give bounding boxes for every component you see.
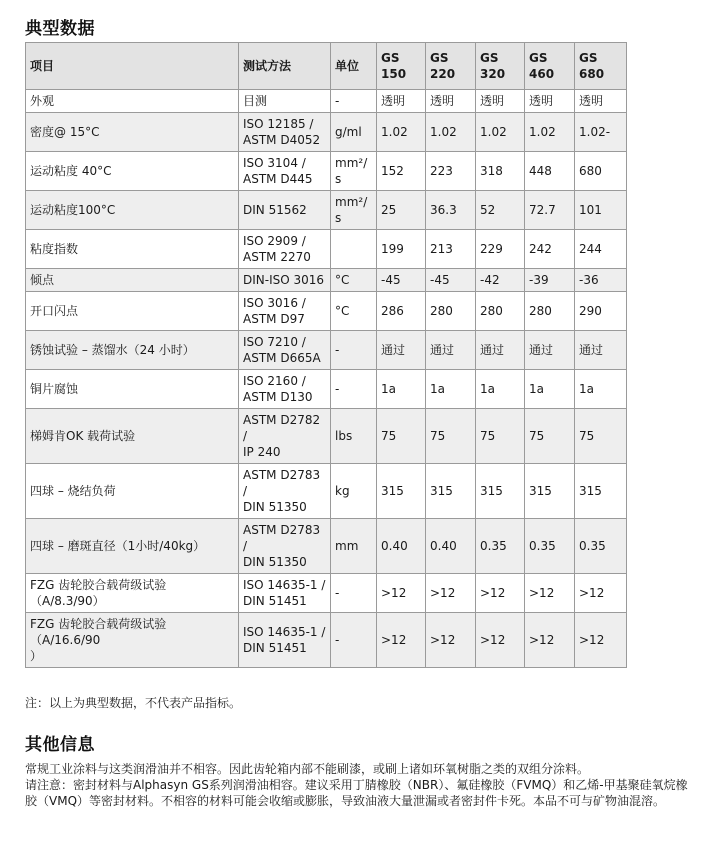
table-row — [26, 613, 627, 668]
table-cell: 0.40 — [377, 519, 426, 574]
column-header: GS 220 — [426, 43, 476, 90]
table-cell: ISO 14635-1 / DIN 51451 — [239, 613, 331, 668]
table-cell: 透明 — [426, 90, 476, 113]
column-header: 单位 — [331, 43, 377, 90]
table-cell: DIN 51562 — [239, 191, 331, 230]
table-row — [26, 292, 627, 331]
table-cell: 1.02 — [476, 113, 525, 152]
table-row — [26, 370, 627, 409]
table-cell: 680 — [575, 152, 627, 191]
table-cell: 1a — [525, 370, 575, 409]
table-cell: 1.02- — [575, 113, 627, 152]
typical-data-table — [25, 42, 627, 668]
table-cell: 75 — [575, 409, 627, 464]
table-cell: 286 — [377, 292, 426, 331]
table-cell: 透明 — [575, 90, 627, 113]
table-cell: 318 — [476, 152, 525, 191]
table-cell: 315 — [426, 464, 476, 519]
table-cell: 1a — [575, 370, 627, 409]
table-row — [26, 230, 627, 269]
table-header — [26, 43, 627, 90]
table-cell: 1.02 — [377, 113, 426, 152]
table-cell: ISO 2909 / ASTM 2270 — [239, 230, 331, 269]
table-cell: -42 — [476, 269, 525, 292]
table-cell: 75 — [377, 409, 426, 464]
column-header: 测试方法 — [239, 43, 331, 90]
table-cell: °C — [331, 269, 377, 292]
table-cell: 242 — [525, 230, 575, 269]
table-cell: kg — [331, 464, 377, 519]
table-cell: 52 — [476, 191, 525, 230]
table-cell: >12 — [377, 574, 426, 613]
table-cell: 290 — [575, 292, 627, 331]
table-cell: °C — [331, 292, 377, 331]
table-row — [26, 191, 627, 230]
table-cell: ISO 7210 / ASTM D665A — [239, 331, 331, 370]
table-row — [26, 464, 627, 519]
column-header: GS 680 — [575, 43, 627, 90]
table-cell: 铜片腐蚀 — [26, 370, 239, 409]
table-cell: 25 — [377, 191, 426, 230]
section-title-typical-data: 典型数据 — [25, 19, 95, 39]
table-cell: 101 — [575, 191, 627, 230]
table-row — [26, 331, 627, 370]
table-cell: 75 — [426, 409, 476, 464]
table-cell: 280 — [525, 292, 575, 331]
table-cell: 244 — [575, 230, 627, 269]
column-header: 项目 — [26, 43, 239, 90]
column-header: GS 150 — [377, 43, 426, 90]
table-cell: - — [331, 331, 377, 370]
table-row — [26, 269, 627, 292]
table-cell: 开口闪点 — [26, 292, 239, 331]
table-cell: >12 — [476, 613, 525, 668]
table-cell: >12 — [575, 574, 627, 613]
table-cell: 229 — [476, 230, 525, 269]
table-cell: >12 — [377, 613, 426, 668]
table-cell: 密度@ 15°C — [26, 113, 239, 152]
table-cell: 448 — [525, 152, 575, 191]
table-cell: - — [331, 574, 377, 613]
table-cell: 280 — [426, 292, 476, 331]
table-cell: ASTM D2783 / DIN 51350 — [239, 519, 331, 574]
table-cell: 315 — [476, 464, 525, 519]
table-row — [26, 113, 627, 152]
table-cell: 锈蚀试验 – 蒸馏水（24 小时） — [26, 331, 239, 370]
table-cell: -36 — [575, 269, 627, 292]
table-cell: 梯姆肯OK 载荷试验 — [26, 409, 239, 464]
table-cell: 运动粘度 40°C — [26, 152, 239, 191]
table-cell: 223 — [426, 152, 476, 191]
table-cell: 199 — [377, 230, 426, 269]
table-cell: 0.35 — [525, 519, 575, 574]
table-cell: g/ml — [331, 113, 377, 152]
table-cell: 72.7 — [525, 191, 575, 230]
table-row — [26, 519, 627, 574]
table-cell: 通过 — [575, 331, 627, 370]
table-cell: - — [331, 613, 377, 668]
table-cell: 280 — [476, 292, 525, 331]
table-cell: FZG 齿轮胶合载荷级试验（A/16.6/90 ） — [26, 613, 239, 668]
table-cell: 透明 — [377, 90, 426, 113]
table-cell: mm²/s — [331, 191, 377, 230]
table-cell: 0.40 — [426, 519, 476, 574]
table-body — [26, 90, 627, 668]
table-cell: 0.35 — [476, 519, 525, 574]
table-cell: 1a — [476, 370, 525, 409]
table-cell: >12 — [575, 613, 627, 668]
table-cell: 1a — [426, 370, 476, 409]
table-cell: ISO 3104 / ASTM D445 — [239, 152, 331, 191]
table-cell — [331, 230, 377, 269]
table-cell: 1a — [377, 370, 426, 409]
table-cell: 75 — [476, 409, 525, 464]
table-cell: ISO 2160 / ASTM D130 — [239, 370, 331, 409]
table-cell: 透明 — [525, 90, 575, 113]
column-header: GS 460 — [525, 43, 575, 90]
table-row — [26, 574, 627, 613]
table-row — [26, 152, 627, 191]
table-cell: 粘度指数 — [26, 230, 239, 269]
table-cell: mm²/s — [331, 152, 377, 191]
table-note: 注：以上为典型数据，不代表产品指标。 — [25, 696, 242, 710]
table-cell: - — [331, 370, 377, 409]
table-cell: 315 — [525, 464, 575, 519]
table-cell: 0.35 — [575, 519, 627, 574]
table-cell: 目测 — [239, 90, 331, 113]
table-row — [26, 90, 627, 113]
table-cell: 通过 — [525, 331, 575, 370]
table-cell: DIN-ISO 3016 — [239, 269, 331, 292]
table-cell: 外观 — [26, 90, 239, 113]
table-cell: >12 — [525, 613, 575, 668]
table-cell: lbs — [331, 409, 377, 464]
table-cell: >12 — [476, 574, 525, 613]
table-cell: 1.02 — [525, 113, 575, 152]
table-row — [26, 409, 627, 464]
section-title-other-info: 其他信息 — [25, 735, 95, 755]
table-cell: 315 — [377, 464, 426, 519]
column-header: GS 320 — [476, 43, 525, 90]
table-cell: 36.3 — [426, 191, 476, 230]
table-cell: 运动粘度100°C — [26, 191, 239, 230]
table-cell: 通过 — [426, 331, 476, 370]
table-cell: >12 — [426, 613, 476, 668]
table-cell: 213 — [426, 230, 476, 269]
table-cell: -45 — [377, 269, 426, 292]
table-cell: >12 — [426, 574, 476, 613]
table-cell: ISO 14635-1 / DIN 51451 — [239, 574, 331, 613]
table-cell: - — [331, 90, 377, 113]
other-info-paragraph: 请注意：密封材料与Alphasyn GS系列润滑油相容。建议采用丁腈橡胶（NBR）、氟硅橡胶（FVMQ）和乙烯-甲基聚硅氧烷橡胶（VMQ）等密封材料。不相容的材料可能会收缩或膨胀，导致油液大量泄漏或者密封件卡死。本品不可与矿物油混溶。 — [25, 778, 688, 808]
table-cell: 315 — [575, 464, 627, 519]
table-cell: 透明 — [476, 90, 525, 113]
table-cell: ASTM D2783 / DIN 51350 — [239, 464, 331, 519]
table-cell: 四球 – 磨斑直径（1小时/40kg） — [26, 519, 239, 574]
table-cell: ISO 12185 / ASTM D4052 — [239, 113, 331, 152]
table-cell: -45 — [426, 269, 476, 292]
other-info-paragraph: 常规工业涂料与这类润滑油并不相容。因此齿轮箱内部不能刷漆，或刷上诸如环氧树脂之类的双组分涂料。 — [25, 762, 590, 776]
table-cell: mm — [331, 519, 377, 574]
table-cell: 152 — [377, 152, 426, 191]
table-header-row — [26, 43, 627, 90]
table-cell: 通过 — [476, 331, 525, 370]
table-cell: 75 — [525, 409, 575, 464]
table-cell: 倾点 — [26, 269, 239, 292]
table-cell: FZG 齿轮胶合载荷级试验（A/8.3/90） — [26, 574, 239, 613]
table-cell: ISO 3016 / ASTM D97 — [239, 292, 331, 331]
table-cell: >12 — [525, 574, 575, 613]
table-cell: -39 — [525, 269, 575, 292]
table-cell: 四球 – 烧结负荷 — [26, 464, 239, 519]
table-cell: ASTM D2782 / IP 240 — [239, 409, 331, 464]
table-cell: 1.02 — [426, 113, 476, 152]
table-cell: 通过 — [377, 331, 426, 370]
